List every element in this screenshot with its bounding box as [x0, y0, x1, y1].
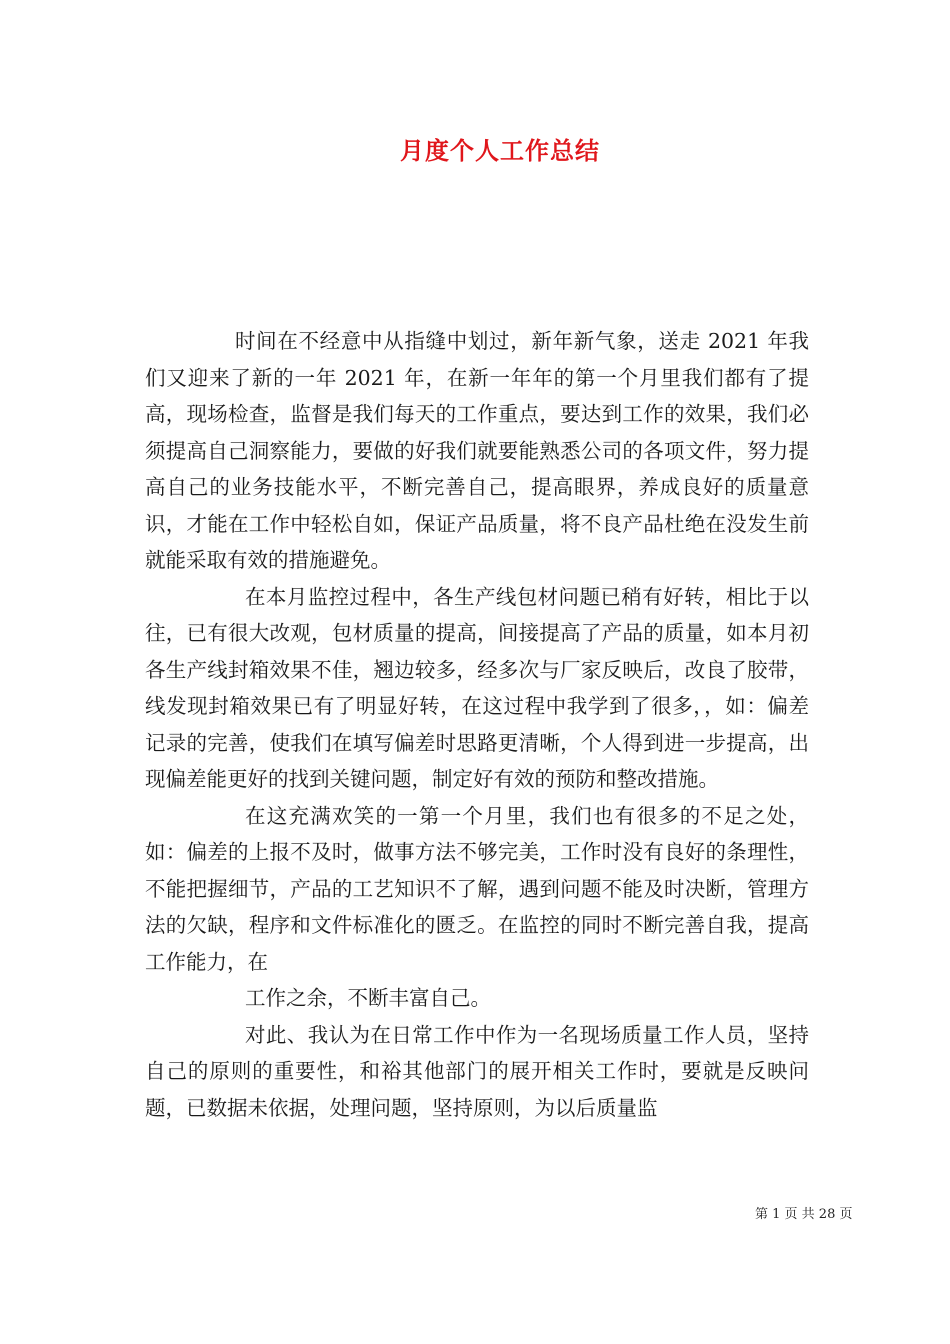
- page-number: 第 1 页 共 28 页: [755, 1207, 853, 1222]
- paragraph-4: 工作之余，不断丰富自己。: [245, 986, 491, 1010]
- paragraph-1: 时间在不经意中从指缝中划过，新年新气象，送走 2021 年我们又迎来了新的一年 2021 年，在新一年年的第一个月里我们都有了提高，现场检查，监督是我们每天的工作重点，要达到工作的效果，我们必须提高自己洞察能力，要做的好我们就要能熟悉公司的各项文件，努力提高自己的业务技能水平，不断完善自己，提高眼界，养成良好的质量意识，才能在工作中轻松自如，保证产品质量，将不良产品杜绝在没发生前就能采取有效的措施避免。: [145, 329, 809, 572]
- document-body: [145, 323, 809, 1126]
- paragraph-3: 在这充满欢笑的一第一个月里，我们也有很多的不足之处，如：偏差的上报不及时，做事方法不够完美，工作时没有良好的条理性，不能把握细节，产品的工艺知识不了解，遇到问题不能及时决断，管理方法的欠缺，程序和文件标准化的匮乏。在监控的同时不断完善自我，提高工作能力，在: [145, 803, 809, 974]
- document-title: 月度个人工作总结: [400, 136, 600, 165]
- paragraph-2: 在本月监控过程中，各生产线包材问题已稍有好转，相比于以往，已有很大改观，包材质量的提高，间接提高了产品的质量，如本月初各生产线封箱效果不佳，翘边较多，经多次与厂家反映后，改良了胶带，线发现封箱效果已有了明显好转，在这过程中我学到了很多，，如：偏差记录的完善，使我们在填写偏差时思路更清晰，个人得到进一步提高，出现偏差能更好的找到关键问题，制定好有效的预防和整改措施。: [145, 584, 809, 791]
- paragraph-5: 对此、我认为在日常工作中作为一名现场质量工作人员，坚持自己的原则的重要性，和裕其他部门的展开相关工作时，要就是反映问题，已数据未依据，处理问题，坚持原则，为以后质量监: [145, 1022, 809, 1120]
